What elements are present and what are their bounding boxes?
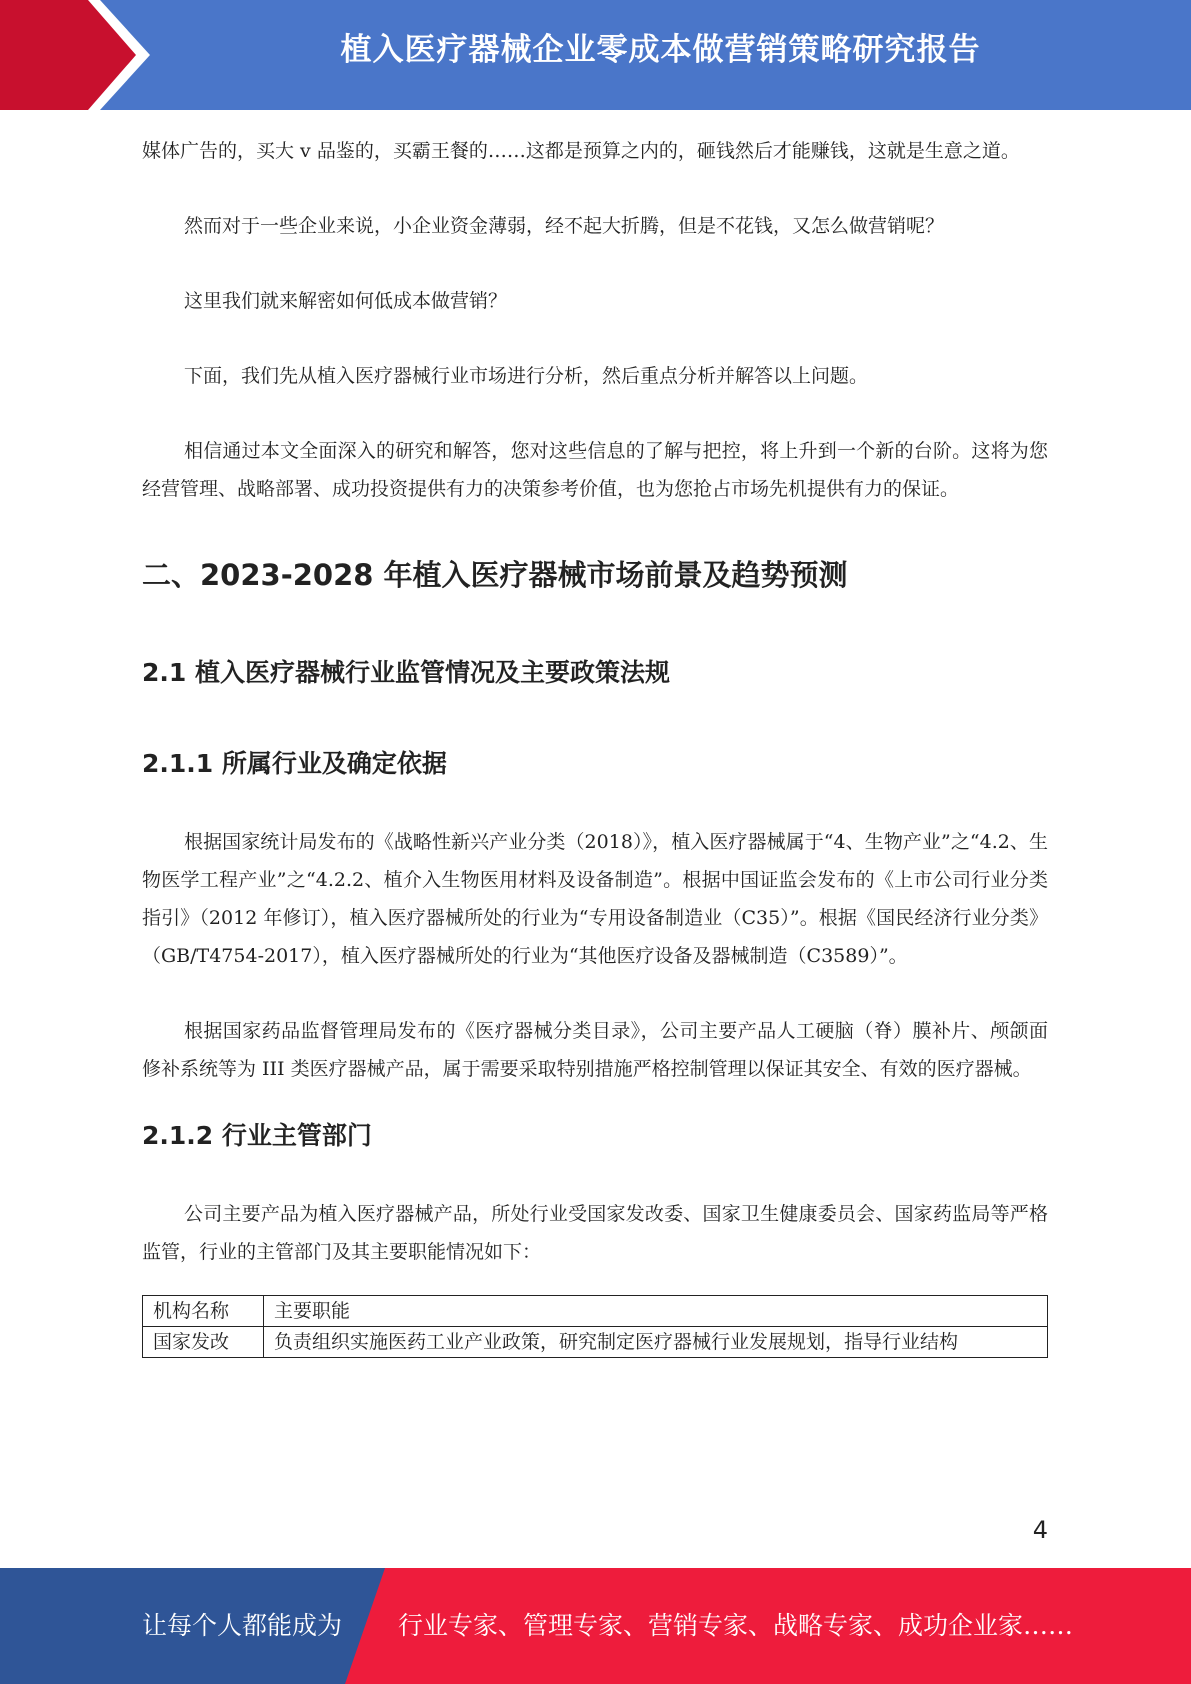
page-header (0, 0, 1191, 110)
document-body (142, 132, 1048, 1358)
section-heading: 二、2023-2028 年植入医疗器械市场前景及趋势预测 (142, 558, 848, 592)
table-cell: 负责组织实施医药工业产业政策，研究制定医疗器械行业发展规划，指导行业结构 (264, 1327, 1048, 1358)
paragraph: 根据国家统计局发布的《战略性新兴产业分类（2018）》，植入医疗器械属于“4、生物产业”之“4.2、生物医学工程产业”之“4.2.2、植介入生物医用材料及设备制造”。根据中国证监会发布的《上市公司行业分类指引》（2012 年修订），植入医疗器械所处的行业为“专用设备制造业（C35）”。根据《国民经济行业分类》（GB/T4754-2017），植入医疗器械所处的行业为“其他医疗设备及器械制造（C3589）”。 (142, 831, 1048, 967)
footer-slogan-left: 让每个人都能成为 (142, 1611, 343, 1640)
table-header-cell: 主要职能 (264, 1296, 1048, 1327)
paragraph: 这里我们就来解密如何低成本做营销？ (184, 290, 508, 312)
subsubsection-heading: 2.1.1 所属行业及确定依据 (142, 749, 447, 778)
regulators-table (142, 1295, 1048, 1358)
table-row (143, 1327, 1048, 1358)
paragraph: 媒体广告的，买大 v 品鉴的，买霸王餐的……这都是预算之内的，砸钱然后才能赚钱，这就是生意之道。 (142, 140, 1020, 162)
paragraph: 根据国家药品监督管理局发布的《医疗器械分类目录》，公司主要产品人工硬脑（脊）膜补片、颅颌面修补系统等为 III 类医疗器械产品，属于需要采取特别措施严格控制管理以保证其安全、有效的医疗器械。 (142, 1020, 1048, 1080)
subsection-heading: 2.1 植入医疗器械行业监管情况及主要政策法规 (142, 658, 670, 687)
table-cell: 国家发改 (143, 1327, 264, 1358)
header-title: 植入医疗器械企业零成本做营销策略研究报告 (340, 32, 981, 68)
paragraph: 相信通过本文全面深入的研究和解答，您对这些信息的了解与把控，将上升到一个新的台阶。这将为您经营管理、战略部署、成功投资提供有力的决策参考价值，也为您抢占市场先机提供有力的保证。 (142, 440, 1048, 500)
paragraph: 然而对于一些企业来说，小企业资金薄弱，经不起大折腾，但是不花钱，又怎么做营销呢？ (184, 215, 945, 237)
page-footer (0, 1568, 1191, 1684)
subsubsection-heading: 2.1.2 行业主管部门 (142, 1121, 372, 1150)
page-number: 4 (1032, 1516, 1048, 1544)
paragraph: 下面，我们先从植入医疗器械行业市场进行分析，然后重点分析并解答以上问题。 (184, 365, 869, 387)
footer-slogan-right: 行业专家、管理专家、营销专家、战略专家、成功企业家…… (398, 1611, 1074, 1640)
table-header-row (143, 1296, 1048, 1327)
table-header-cell: 机构名称 (143, 1296, 264, 1327)
paragraph: 公司主要产品为植入医疗器械产品，所处行业受国家发改委、国家卫生健康委员会、国家药监局等严格监管，行业的主管部门及其主要职能情况如下： (142, 1203, 1048, 1263)
